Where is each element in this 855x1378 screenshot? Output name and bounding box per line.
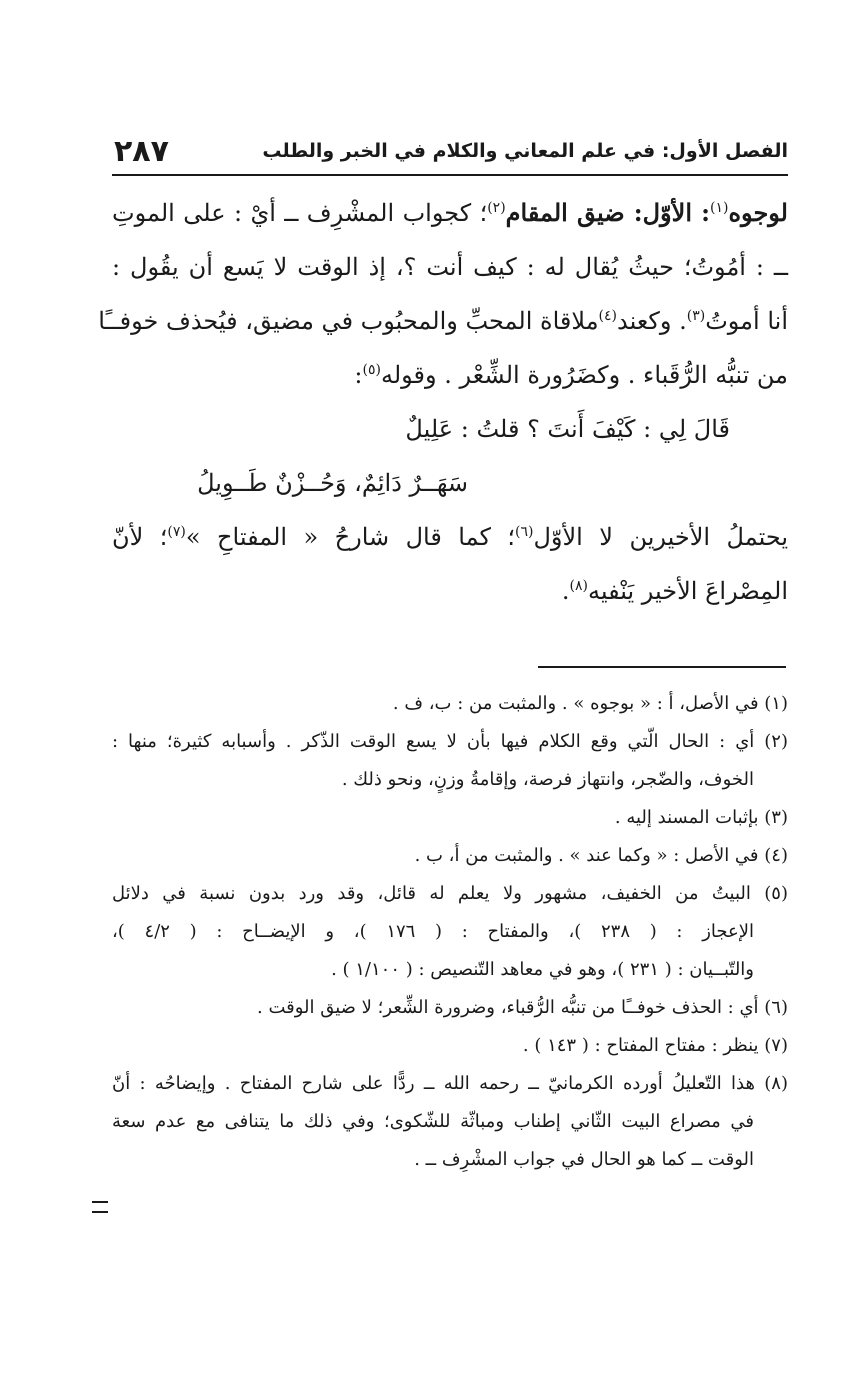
footnote-ref: (٨) xyxy=(569,578,588,594)
footnote-ref: (٥) xyxy=(362,362,381,378)
footnote-8: (٨) هذا التّعليلُ أورده الكرمانيّ ــ رحمه الله ــ ردًّا على شارح المفتاح . وإيضاحُه : أنّ xyxy=(112,1073,788,1094)
page-number: ٢٨٧ xyxy=(114,134,169,169)
text-line xyxy=(112,564,788,618)
footnote-8-cont: الوقت ــ كما هو الحال في جواب المشْرِف ــ . xyxy=(414,1149,754,1170)
text-fragment: . xyxy=(561,577,570,605)
footnote-4: (٤) في الأصل : « وكما عند » . والمثبت من أ، ب . xyxy=(414,845,788,866)
footnote-divider xyxy=(538,666,786,668)
text-fragment: من تنبُّه الرُّقَباء . وكضَرُورة الشِّعْر . وقوله xyxy=(380,361,788,389)
text-fragment: يحتملُ الأخيرين لا الأوّل xyxy=(533,523,788,551)
footnote-5-cont: الإعجاز : ( ٢٣٨ )، والمفتاح : ( ١٧٦ )، و الإيضــاح : ( ٤/٢ )، xyxy=(112,921,754,942)
footnote-7: (٧) ينظر : مفتاح المفتاح : ( ١٤٣ ) . xyxy=(522,1035,788,1056)
text-fragment: ؛ لأنّ xyxy=(112,523,168,551)
footnote-8-cont: في مصراع البيت الثّاني إطناب ومباثّة للشّكوى؛ وفي ذلك ما يتنافى مع عدم سعة xyxy=(112,1111,754,1132)
text-fragment: أنا أموتُ xyxy=(705,307,788,335)
text-fragment: ؛ كما قال شارحُ « المفتاحِ » xyxy=(185,523,515,551)
text-fragment: . وكعند xyxy=(617,307,687,335)
text-fragment: ؛ كجواب المشْرِف ــ أيْ : على الموتِ xyxy=(112,199,488,227)
text-line: ــ : أمُوتُ؛ حيثُ يُقال له : كيف أنت ؟، إذ الوقت لا يَسع أن يقُول : xyxy=(112,253,788,281)
text-line xyxy=(98,294,788,348)
poem-verse-1: قَالَ لِي : كَيْفَ أَنتَ ؟ قلتُ : عَلِيلٌ xyxy=(405,415,730,443)
text-fragment: المِصْراعَ الأخير يَنْفيه xyxy=(587,577,788,605)
page-end-mark xyxy=(92,1201,108,1213)
poem-verse-2: سَهَــرٌ دَائِمٌ، وَحُــزْنٌ طَــوِيلُ xyxy=(197,469,468,497)
text-fragment: : xyxy=(692,198,710,227)
text-line xyxy=(112,186,788,240)
footnote-ref: (٤) xyxy=(598,308,618,324)
footnote-ref: (٧) xyxy=(167,524,186,540)
footnote-3: (٣) بإثبات المسند إليه . xyxy=(614,807,788,828)
footnote-ref: (٣) xyxy=(686,308,706,324)
text-line xyxy=(112,510,788,564)
footnotes xyxy=(112,685,788,1179)
text-fragment: : xyxy=(354,361,363,389)
footnote-6: (٦) أي : الحذف خوفــًا من تنبُّه الرُّقباء، وضرورة الشِّعر؛ لا ضيق الوقت . xyxy=(257,997,788,1018)
footnote-ref: (٢) xyxy=(487,200,506,216)
running-title: الفصل الأول: في علم المعاني والكلام في الخبر والطلب xyxy=(262,140,788,162)
text-fragment: ملاقاة المحبِّ والمحبُوب في مضيق، فيُحذف خوفــًا xyxy=(98,307,599,335)
text-line xyxy=(112,348,788,402)
main-text xyxy=(98,186,788,618)
text-fragment: لوجوه xyxy=(728,198,788,227)
footnote-2: (٢) أي : الحال الّتي وقع الكلام فيها بأن لا يسع الوقت الذّكر . وأسبابه كثيرة؛ منها : xyxy=(112,731,788,752)
footnote-5-cont: والتّبــيان : ( ٢٣١ )، وهو في معاهد التّنصيص : ( ١/١٠٠ ) . xyxy=(331,959,754,980)
page-header xyxy=(112,134,788,176)
bold-term: الأوّل: ضيق المقام xyxy=(505,198,692,227)
footnote-ref: (١) xyxy=(710,200,729,216)
footnote-ref: (٦) xyxy=(515,524,534,540)
footnote-5: (٥) البيتُ من الخفيف، مشهور ولا يعلم له قائل، وقد ورد بدون نسبة في دلائل xyxy=(112,883,788,904)
footnote-2-cont: الخوف، والضّجر، وانتهاز فرصة، وإقامةُ وزنٍ، ونحو ذلك . xyxy=(341,769,754,790)
footnote-1: (١) في الأصل، أ : « بوجوه » . والمثبت من : ب، ف . xyxy=(392,693,788,714)
